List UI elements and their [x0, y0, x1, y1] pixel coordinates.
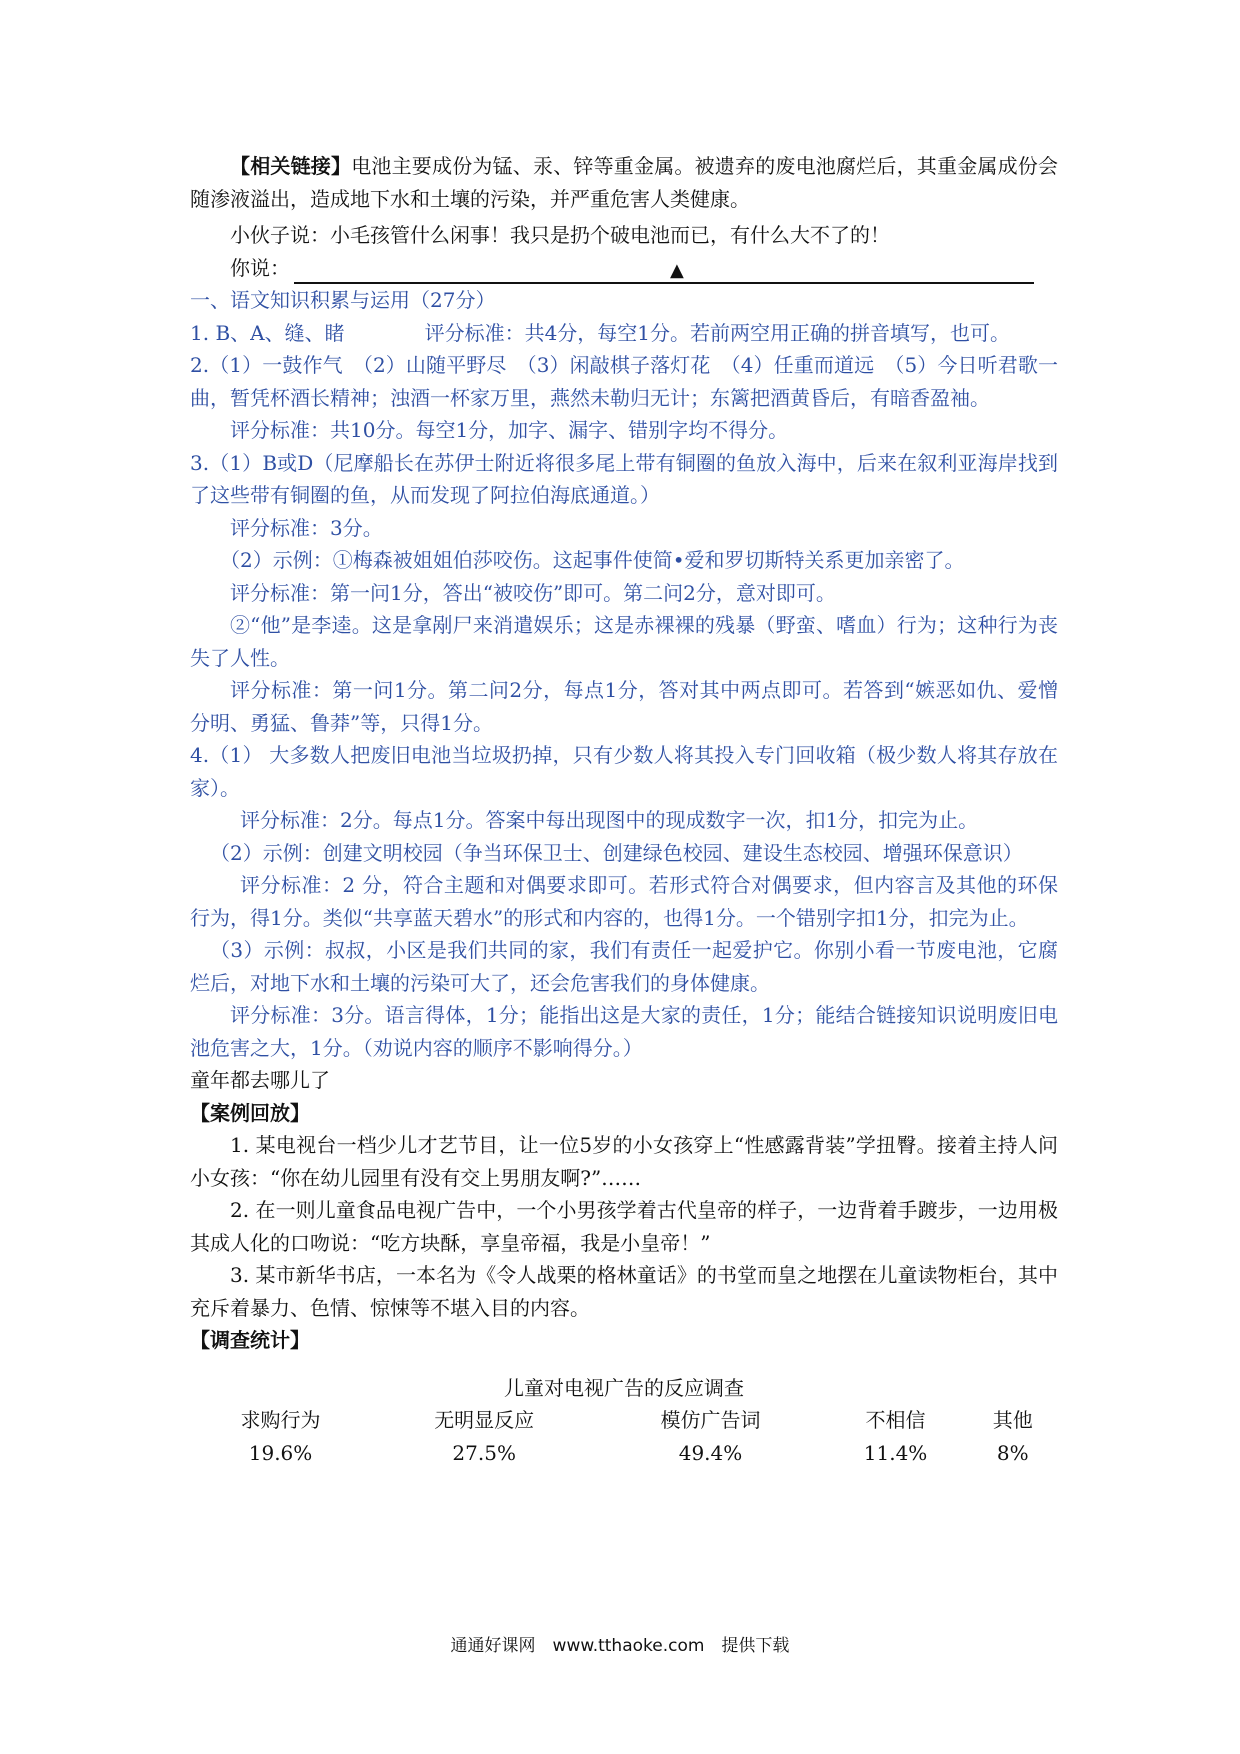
case-heading: 【案例回放】: [190, 1100, 310, 1125]
answer-q4-1-standard: 评分标准：2分。每点1分。答案中每出现图中的现成数字一次，扣1分，扣完为止。: [240, 808, 979, 832]
case-item-1: 1. 某电视台一档少儿才艺节目，让一位5岁的小女孩穿上“性感露背装”学扭臀。接着主持人问小女孩：“你在幼儿园里有没有交上男朋友啊?”……: [190, 1133, 1058, 1190]
related-link-text: 电池主要成份为锰、汞、锌等重金属。被遗弃的废电池腐烂后，其重金属成份会随渗液溢出，造成地下水和土壤的污染，并严重危害人类健康。: [190, 154, 1059, 211]
answer-q4-1: 4.（1） 大多数人把废旧电池当垃圾扔掉，只有少数人将其投入专门回收箱（极少数人将其存放在家）。: [190, 743, 1058, 800]
case-item-3: 3. 某市新华书店，一本名为《令人战栗的格林童话》的书堂而皇之地摆在儿童读物柜台，其中充斥着暴力、色情、惊悚等不堪入目的内容。: [190, 1263, 1058, 1320]
survey-header-cell: 不相信: [865, 1407, 926, 1432]
page-footer: 通通好课网 www.tthaoke.com 提供下载: [450, 1636, 790, 1656]
survey-value-cell: 11.4%: [863, 1440, 928, 1465]
answer-q4-2-standard: 评分标准：2 分，符合主题和对偶要求即可。若形式符合对偶要求，但内容言及其他的环保行为，得1分。类似“共享蓝天碧水”的形式和内容的，也得1分。一个错别字扣1分，扣完为止。: [190, 873, 1058, 930]
survey-table: [190, 1405, 1058, 1471]
you-say-line: [190, 252, 1058, 285]
survey-value-row: [190, 1438, 1058, 1471]
survey-value-cell: 27.5%: [452, 1440, 516, 1465]
answer-q2: 2.（1）一鼓作气 （2）山随平野尽 （3）闲敲棋子落灯花 （4）任重而道远 （5）今日听君歌一曲，暂凭杯酒长精神；浊酒一杯家万里，燕然未勒归无计；东篱把酒黄昏后，有暗香盈袖。: [190, 353, 1058, 410]
answer-q3-2-standard: 评分标准：第一问1分，答出“被咬伤”即可。第二问2分，意对即可。: [230, 580, 836, 605]
answers-section-title: 一、语文知识积累与运用（27分）: [190, 288, 496, 312]
answer-blank-line: [294, 258, 1034, 284]
answer-q3-1-standard: 评分标准：3分。: [230, 515, 383, 540]
survey-value-cell: 49.4%: [678, 1440, 743, 1465]
document-page: [190, 150, 1058, 1471]
case-item-2: 2. 在一则儿童食品电视广告中，一个小男孩学着古代皇帝的样子，一边背着手踱步，一边用极其成人化的口吻说：“吃方块酥，享皇帝福，我是小皇帝！”: [190, 1198, 1058, 1255]
survey-heading: 【调查统计】: [190, 1328, 310, 1352]
you-say-prompt: 你说：: [230, 255, 290, 280]
related-link-label: 【相关链接】: [230, 154, 352, 178]
survey-header-cell: 无明显反应: [434, 1407, 535, 1432]
topic-title: 童年都去哪儿了: [190, 1068, 330, 1092]
answer-q3-2b-standard: 评分标准：第一问1分。第二问2分，每点1分，答对其中两点即可。若答到“嫉恶如仇、爱憎分明、勇猛、鲁莽”等，只得1分。: [190, 678, 1058, 735]
triangle-icon: ▲: [670, 260, 684, 281]
survey-header-cell: 求购行为: [240, 1407, 321, 1432]
answer-q4-2: （2）示例：创建文明校园（争当环保卫士、创建绿色校园、建设生态校园、增强环保意识）: [210, 840, 1023, 865]
answer-q3-2: （2）示例：①梅森被姐姐伯莎咬伤。这起事件使简•爱和罗切斯特关系更加亲密了。: [220, 548, 965, 572]
answer-q3-1: 3.（1）B或D（尼摩船长在苏伊士附近将很多尾上带有铜圈的鱼放入海中，后来在叙利亚海岸找到了这些带有铜圈的鱼，从而发现了阿拉伯海底通道。）: [190, 450, 1058, 507]
answer-q2-standard: 评分标准：共10分。每空1分，加字、漏字、错别字均不得分。: [230, 418, 789, 442]
answer-q3-2b: ②“他”是李逵。这是拿剐尸来消遣娱乐；这是赤裸裸的残暴（野蛮、嗜血）行为；这种行为丧失了人性。: [190, 613, 1058, 670]
survey-value-cell: 8%: [996, 1440, 1029, 1465]
answer-q4-3-standard: 评分标准：3分。语言得体，1分；能指出这是大家的责任，1分；能结合链接知识说明废旧电池危害之大，1分。（劝说内容的顺序不影响得分。）: [190, 1003, 1058, 1060]
survey-header-cell: 模仿广告词: [660, 1407, 761, 1432]
survey-header-row: [190, 1405, 1058, 1438]
survey-header-cell: 其他: [992, 1407, 1033, 1432]
answer-q1: 1. B、A、缝、睹 评分标准：共4分，每空1分。若前两空用正确的拼音填写，也可。: [190, 320, 1011, 345]
related-link-paragraph: [190, 150, 1058, 215]
survey-title: 儿童对电视广告的反应调查: [504, 1375, 744, 1400]
survey-value-cell: 19.6%: [248, 1440, 313, 1465]
young-man-line: 小伙子说：小毛孩管什么闲事！我只是扔个破电池而已，有什么大不了的！: [230, 223, 890, 247]
answer-q4-3: （3）示例：叔叔，小区是我们共同的家，我们有责任一起爱护它。你别小看一节废电池，它腐烂后，对地下水和土壤的污染可大了，还会危害我们的身体健康。: [190, 938, 1058, 995]
